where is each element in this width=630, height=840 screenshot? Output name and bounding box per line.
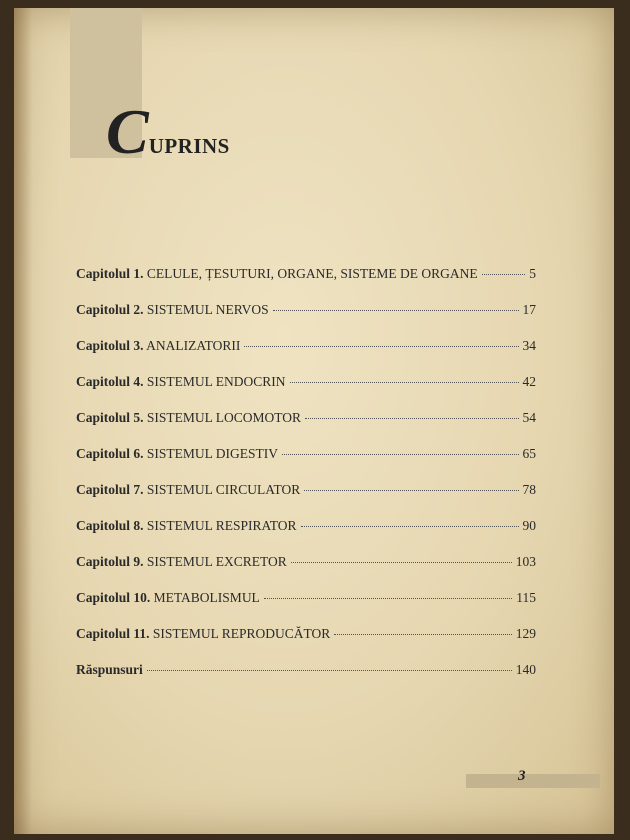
- toc-prefix: Capitolul 1.: [76, 266, 144, 281]
- toc-title: SISTEMUL CIRCULATOR: [146, 482, 301, 497]
- toc-prefix: Capitolul 6.: [76, 446, 144, 461]
- toc-page-number: 17: [522, 302, 536, 317]
- toc-page-number: 103: [515, 554, 536, 569]
- toc-page-number: 54: [522, 410, 536, 425]
- toc-title: CELULE, ȚESUTURI, ORGANE, SISTEME DE ORGANE: [146, 266, 478, 281]
- toc-entry: [76, 662, 536, 698]
- toc-entry: [76, 338, 536, 374]
- toc-page-number: 90: [522, 518, 536, 533]
- toc-entry: [76, 590, 536, 626]
- toc-leader-dots: [291, 562, 512, 563]
- toc-page-number: 5: [529, 266, 536, 281]
- toc-title: SISTEMUL REPRODUCĂTOR: [152, 626, 331, 641]
- toc-prefix: Capitolul 5.: [76, 410, 144, 425]
- toc-page-number: 129: [515, 626, 536, 641]
- toc-title: SISTEMUL DIGESTIV: [146, 446, 279, 461]
- toc-leader-dots: [482, 274, 526, 275]
- toc-leader-dots: [273, 310, 519, 311]
- toc-prefix: Capitolul 9.: [76, 554, 144, 569]
- toc-prefix: Capitolul 8.: [76, 518, 144, 533]
- toc-title: SISTEMUL RESPIRATOR: [146, 518, 297, 533]
- toc-leader-dots: [244, 346, 518, 347]
- toc-page-number: 42: [522, 374, 536, 389]
- page-title: [106, 96, 230, 167]
- toc-entry: [76, 446, 536, 482]
- page-spine-shadow: [14, 8, 32, 834]
- footer-bar: [466, 774, 600, 788]
- title-rest: UPRINS: [148, 134, 230, 158]
- toc-entry: [76, 302, 536, 338]
- toc-prefix: Capitolul 2.: [76, 302, 144, 317]
- toc-title: SISTEMUL EXCRETOR: [146, 554, 287, 569]
- toc-title: METABOLISMUL: [153, 590, 260, 605]
- page-number: 3: [518, 768, 526, 784]
- toc-title: ANALIZATORII: [146, 338, 241, 353]
- toc-leader-dots: [304, 490, 518, 491]
- toc-prefix: Capitolul 4.: [76, 374, 144, 389]
- toc-page-number: 78: [522, 482, 536, 497]
- toc-leader-dots: [301, 526, 519, 527]
- toc-prefix: Răspunsuri: [76, 662, 143, 677]
- table-of-contents: [76, 266, 536, 698]
- toc-page-number: 34: [522, 338, 536, 353]
- toc-page-number: 65: [522, 446, 536, 461]
- toc-prefix: Capitolul 7.: [76, 482, 144, 497]
- toc-entry: [76, 554, 536, 590]
- toc-leader-dots: [147, 670, 512, 671]
- toc-title: SISTEMUL ENDOCRIN: [146, 374, 286, 389]
- toc-leader-dots: [282, 454, 518, 455]
- toc-prefix: Capitolul 3.: [76, 338, 144, 353]
- toc-title: SISTEMUL LOCOMOTOR: [146, 410, 302, 425]
- toc-leader-dots: [290, 382, 519, 383]
- title-initial: C: [106, 96, 147, 167]
- toc-leader-dots: [305, 418, 518, 419]
- toc-entry: [76, 266, 536, 302]
- toc-entry: [76, 410, 536, 446]
- toc-entry: [76, 374, 536, 410]
- toc-entry: [76, 518, 536, 554]
- toc-entry: [76, 482, 536, 518]
- toc-prefix: Capitolul 11.: [76, 626, 150, 641]
- toc-page-number: 140: [515, 662, 536, 677]
- toc-page-number: 115: [516, 590, 536, 605]
- toc-title: SISTEMUL NERVOS: [146, 302, 269, 317]
- toc-leader-dots: [334, 634, 511, 635]
- toc-entry: [76, 626, 536, 662]
- toc-leader-dots: [264, 598, 512, 599]
- toc-prefix: Capitolul 10.: [76, 590, 151, 605]
